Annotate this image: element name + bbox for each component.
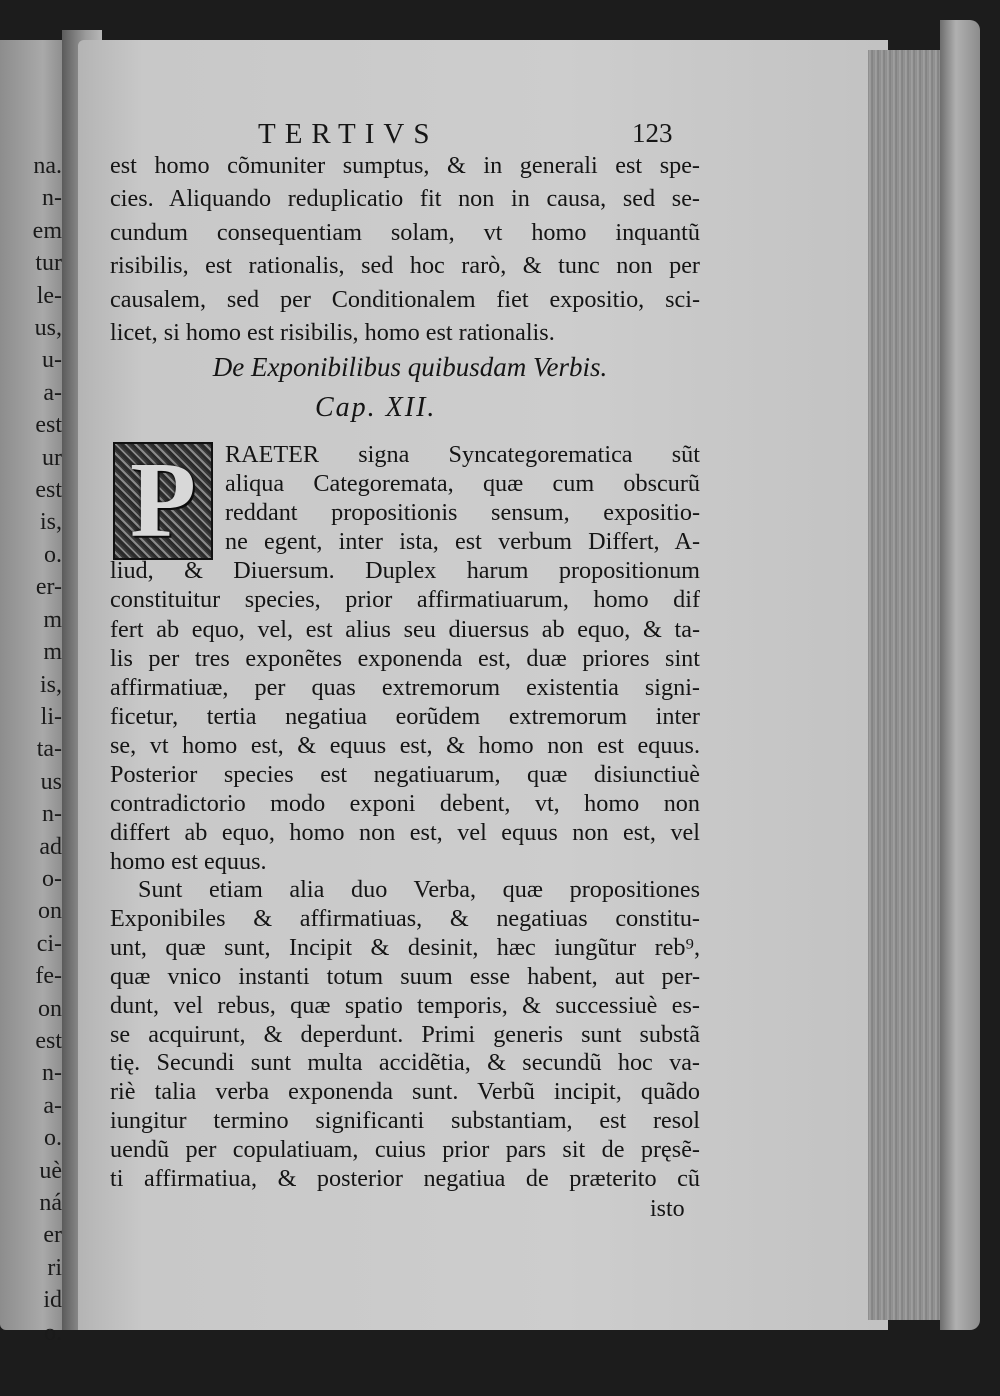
- text-line: em: [32, 217, 62, 244]
- text-line: risibilis, est rationalis, sed hoc rarò, & tunc non per: [110, 252, 700, 280]
- text-line: ta-: [36, 736, 62, 763]
- text-line: o.: [44, 1319, 62, 1346]
- text-line: us,: [34, 315, 62, 342]
- text-line: is,: [39, 671, 62, 698]
- text-line: er-: [35, 574, 62, 601]
- text-line: contradictorio modo exponi debent, vt, homo non: [110, 790, 700, 818]
- text-line: us: [40, 768, 62, 795]
- text-line: is,: [39, 509, 62, 536]
- text-line: fert ab equo, vel, est alius seu diuersus ab equo, & ta-: [110, 615, 700, 643]
- text-line: n-: [42, 1060, 62, 1087]
- text-line: o.: [44, 1125, 62, 1152]
- text-line: er: [43, 1222, 62, 1249]
- text-line: id: [43, 1287, 62, 1314]
- text-line: est: [35, 1027, 62, 1054]
- running-title: TERTIVS: [258, 118, 439, 150]
- text-line: cies. Aliquando reduplicatio fit non in causa, sed se-: [110, 185, 700, 213]
- text-line: liud, & Diuersum. Duplex harum propositionum: [110, 557, 700, 585]
- text-line: RAETER signa Syncategorematica sũt: [225, 441, 700, 468]
- text-line: homo est equus.: [110, 848, 267, 876]
- drop-cap-letter: P: [130, 441, 196, 560]
- text-line: ne egent, inter ista, est verbum Differt, A-: [225, 528, 700, 556]
- text-line: n-: [42, 185, 62, 212]
- text-line: a-: [43, 1092, 62, 1119]
- text-line: lis per tres exponẽtes exponenda est, duæ priores sint: [110, 644, 700, 672]
- text-line: ti affirmatiua, & posterior negatiua de præterito cũ: [110, 1165, 700, 1193]
- page-number: 123: [632, 118, 673, 148]
- page-edges: [868, 50, 948, 1320]
- book-cover-edge: [940, 20, 980, 1330]
- text-line: ri: [47, 1254, 62, 1281]
- text-line: aliqua Categoremata, quæ cum obscurũ: [225, 470, 700, 498]
- text-line: ur: [42, 444, 62, 471]
- text-line: unt, quæ sunt, Incipit & desinit, hæc iungũtur reb⁹,: [110, 933, 700, 961]
- text-line: li-: [40, 703, 62, 730]
- text-line: uè: [39, 1157, 62, 1184]
- text-line: causalem, sed per Conditionalem fiet expositio, sci-: [110, 285, 700, 313]
- text-line: riè talia verba exponenda sunt. Verbũ incipit, quãdo: [110, 1078, 700, 1106]
- text-line: ficetur, tertia negatiua eorũdem extremorum inter: [110, 702, 700, 730]
- text-line: constituitur species, prior affirmatiuarum, homo dif: [110, 586, 700, 614]
- text-line: n-: [42, 801, 62, 828]
- text-line: quæ vnico instanti totum suum esse habent, aut per-: [110, 962, 700, 990]
- text-line: m: [43, 606, 62, 633]
- text-line: est: [35, 477, 62, 504]
- catchword: isto: [650, 1196, 685, 1222]
- text-line: on: [38, 898, 62, 925]
- text-line: tur: [35, 250, 62, 277]
- text-line: se, vt homo est, & equus est, & homo non est equus.: [110, 731, 700, 759]
- text-line: differt ab equo, homo non est, vel equus non est, vel: [110, 819, 700, 847]
- facing-page-text-fragments: [2, 150, 62, 1349]
- text-line: Posterior species est negatiuarum, quæ disiunctiuè: [110, 761, 700, 789]
- text-line: iungitur termino significanti substantiam, est resol: [110, 1107, 700, 1135]
- text-line: na.: [33, 153, 62, 179]
- paragraph-1: [110, 149, 700, 349]
- paragraph-2: [110, 440, 700, 876]
- text-line: Exponibiles & affirmatiuas, & negatiuas constitu-: [110, 904, 700, 932]
- text-line: se acquirunt, & deperdunt. Primi generis sunt substã: [110, 1020, 700, 1048]
- text-line: dunt, vel rebus, quæ spatio temporis, & successiuè es-: [110, 991, 700, 1019]
- text-line: a-: [43, 379, 62, 406]
- text-line: licet, si homo est risibilis, homo est rationalis.: [110, 319, 555, 347]
- text-line: tię. Secundi sunt multa accidẽtia, & secundũ hoc va-: [110, 1049, 700, 1077]
- text-line: o-: [42, 865, 62, 892]
- text-line: est homo cõmuniter sumptus, & in generali est spe-: [110, 152, 700, 179]
- text-line: o.: [44, 541, 62, 568]
- text-line: m: [43, 639, 62, 666]
- text-line: u-: [42, 347, 62, 374]
- text-line: est: [35, 412, 62, 439]
- text-line: reddant propositionis sensum, expositio-: [225, 499, 700, 527]
- text-line: fe-: [35, 963, 62, 990]
- text-line: ná: [39, 1190, 62, 1216]
- text-line: cundum consequentiam solam, vt homo inquantũ: [110, 218, 700, 246]
- text-line: Sunt etiam alia duo Verba, quæ propositiones: [138, 876, 700, 903]
- text-line: on: [38, 995, 62, 1022]
- text-line: ad: [39, 833, 62, 860]
- chapter-number: Cap. XII.: [315, 392, 437, 423]
- text-line: uendũ per copulatiuam, cuius prior pars sit de pręsẽ-: [110, 1136, 700, 1164]
- text-line: ci-: [36, 930, 62, 957]
- paragraph-3: [110, 876, 700, 1194]
- text-line: le-: [36, 282, 62, 309]
- text-line: affirmatiuæ, per quas extremorum existentia signi-: [110, 673, 700, 701]
- chapter-heading: De Exponibilibus quibusdam Verbis.: [212, 352, 608, 382]
